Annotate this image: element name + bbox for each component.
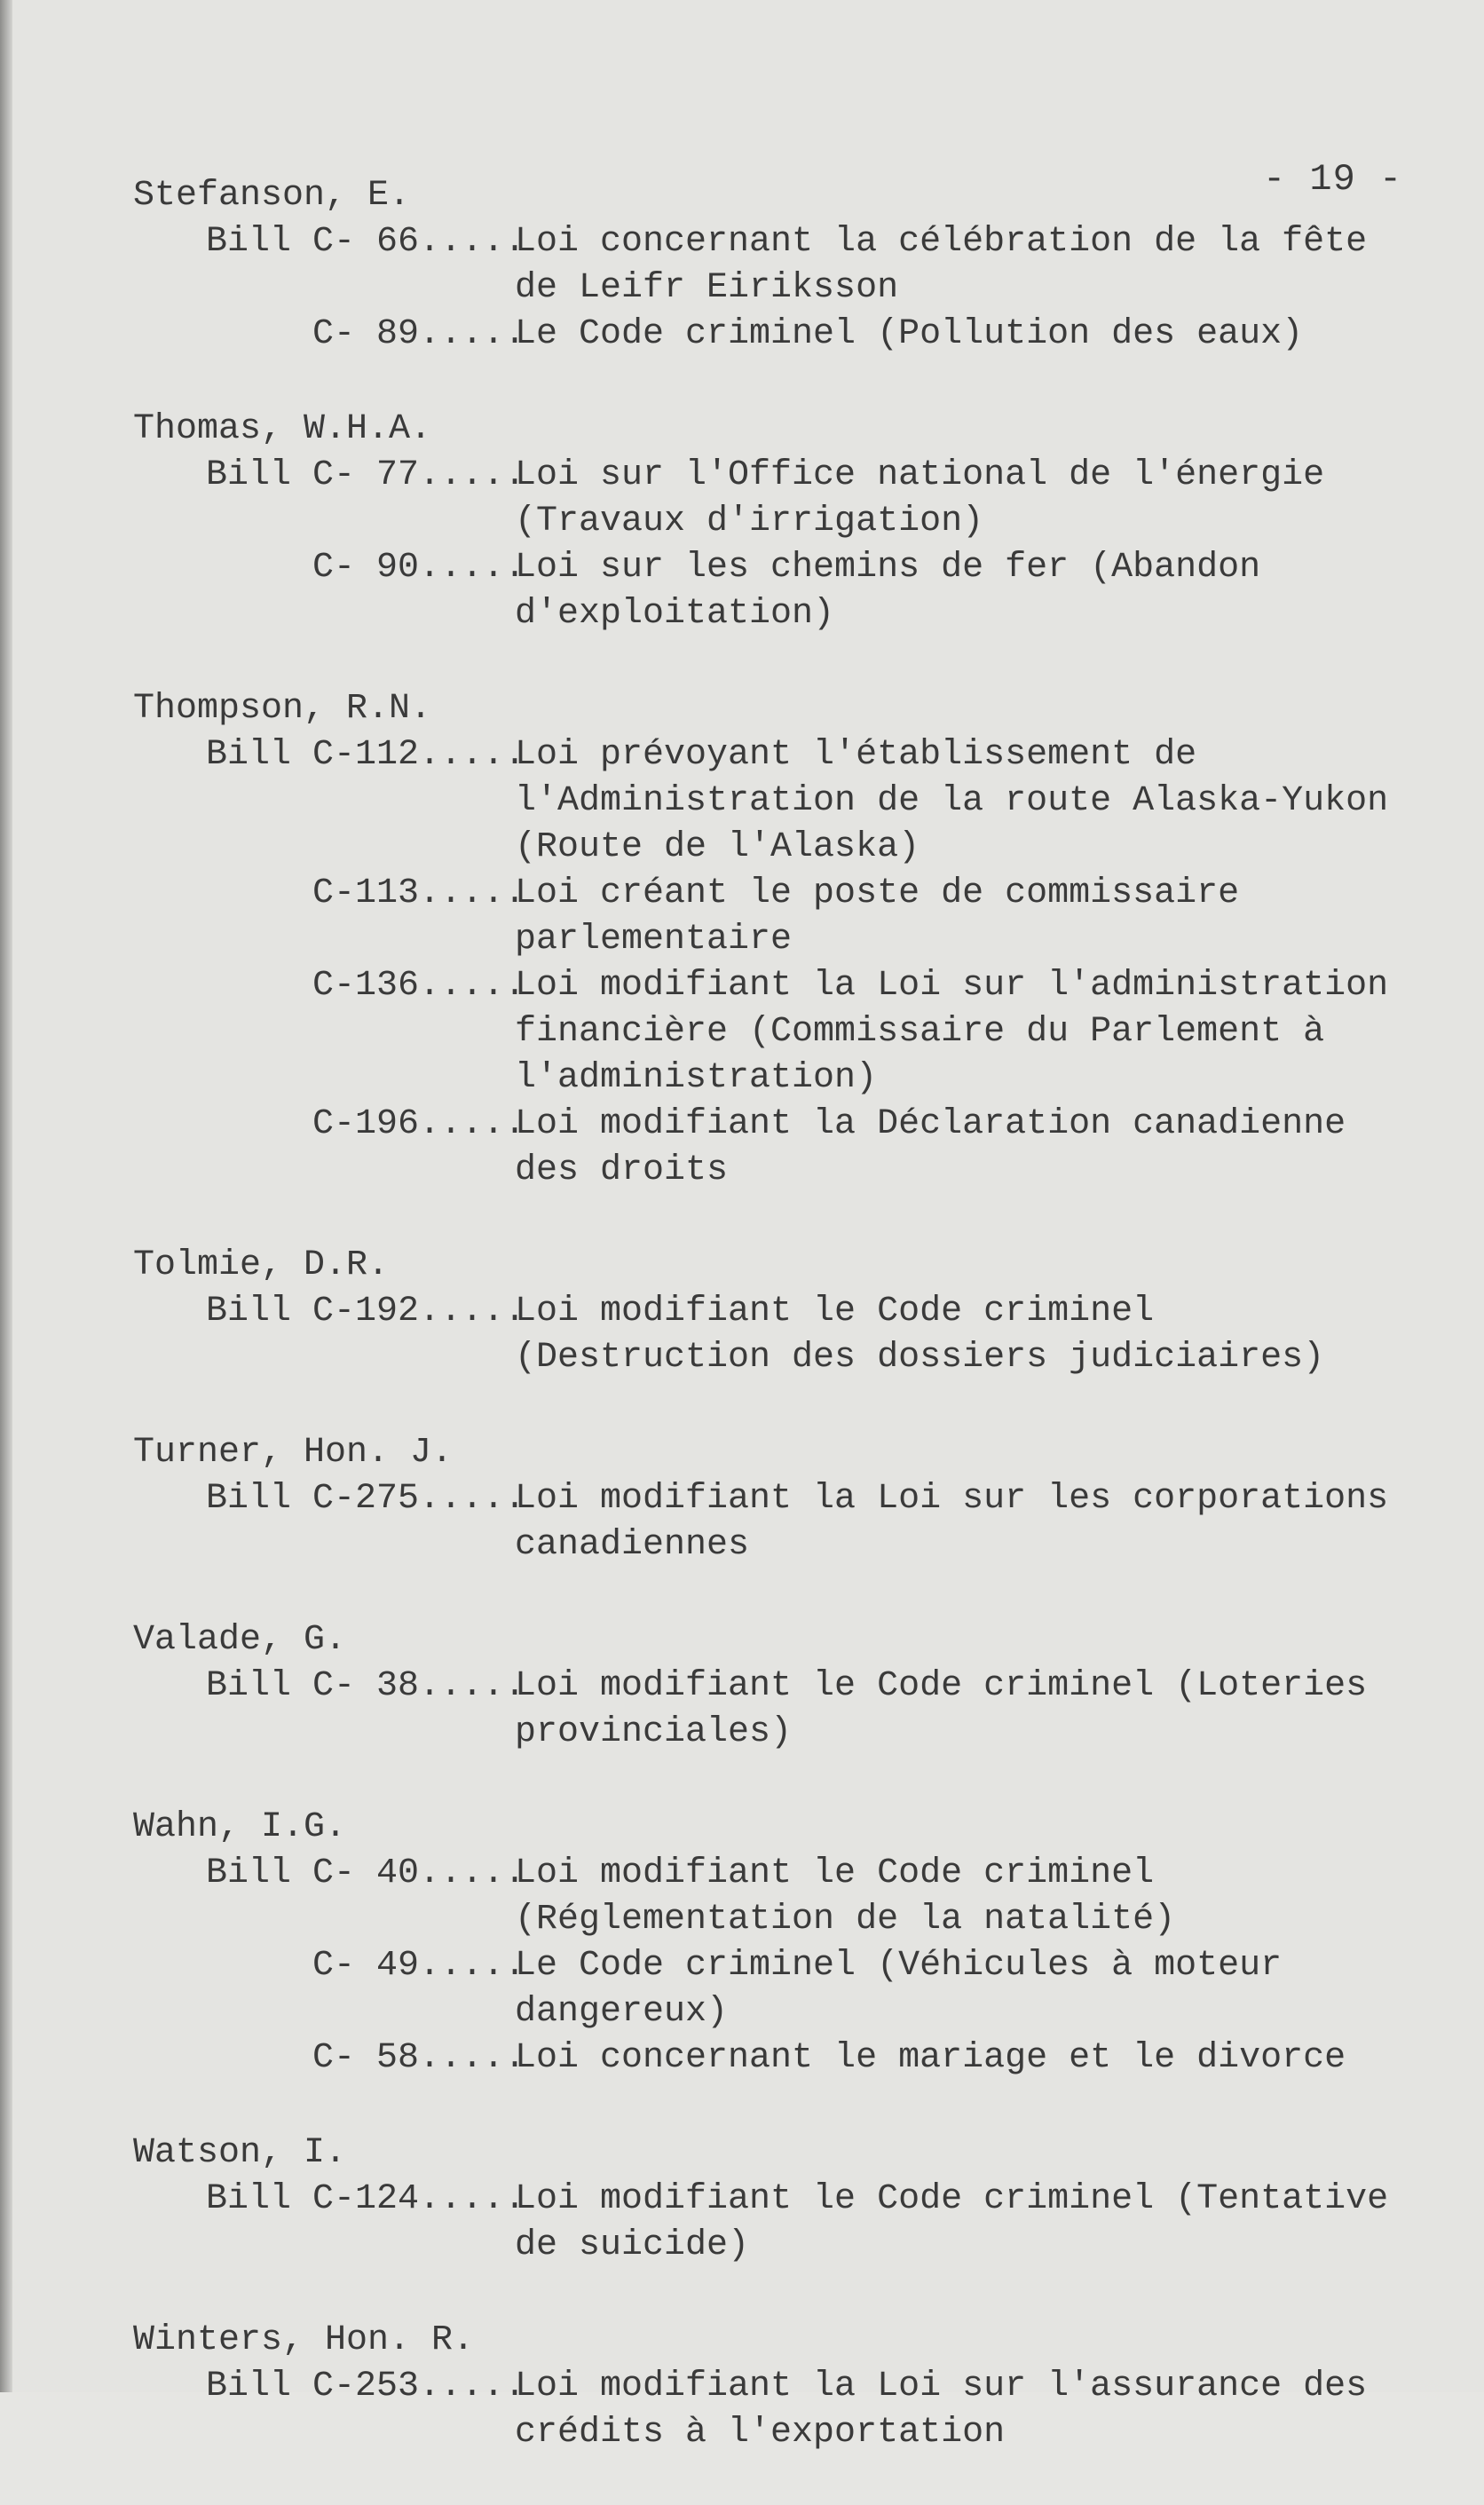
leader-dots: ..... [419, 455, 526, 495]
member-entry [133, 2318, 1464, 2456]
bill-row [133, 219, 1464, 312]
bill-row [133, 453, 1464, 545]
bill-row [133, 963, 1464, 1102]
bill-title: Loi sur l'Office national de l'énergie (Travaux d'irrigation) [515, 455, 1346, 541]
bill-number: C- 90 [312, 548, 419, 588]
bill-title: Le Code criminel (Pollution des eaux) [515, 314, 1304, 354]
leader-dots: ..... [419, 2038, 526, 2078]
member-name: Thompson, R.N. [133, 689, 432, 729]
bill-title: Loi créant le poste de commissaire parlementaire [515, 873, 1261, 960]
member-entry [133, 1243, 1464, 1381]
bill-number: Bill C-192 [205, 1292, 419, 1332]
member-name: Stefanson, E. [133, 176, 411, 216]
bill-title: Loi modifiant la Déclaration canadienne des droits [515, 1104, 1368, 1190]
member-name: Winters, Hon. R. [133, 2320, 475, 2360]
bill-row [133, 1663, 1464, 1756]
bill-number: Bill C-112 [205, 735, 419, 775]
leader-dots: ..... [419, 2367, 526, 2406]
bill-row [133, 1289, 1464, 1381]
bill-title: Loi prévoyant l'établissement de l'Administration de la route Alaska-Yukon (Route de l'Alaska) [515, 735, 1410, 867]
leader-dots: ..... [419, 2179, 526, 2219]
leader-dots: ..... [419, 222, 526, 262]
bill-row [133, 871, 1464, 963]
bill-row [133, 1943, 1464, 2035]
leader-dots: ..... [419, 1292, 526, 1332]
leader-dots: ..... [419, 548, 526, 588]
member-entry [133, 407, 1464, 637]
bill-title: Loi modifiant le Code criminel (Destruction des dossiers judiciaires) [515, 1292, 1325, 1378]
bill-number: Bill C- 66 [205, 222, 419, 262]
bill-row [133, 1476, 1464, 1569]
bill-list [133, 173, 1464, 2505]
member-name: Tolmie, D.R. [133, 1245, 390, 1285]
bill-title: Loi modifiant le Code criminel (Réglementation de la natalité) [515, 1853, 1176, 1940]
bill-row [133, 545, 1464, 637]
bill-title: Loi concernant le mariage et le divorce [515, 2038, 1346, 2078]
bill-title: Loi modifiant le Code criminel (Tentative de suicide) [515, 2179, 1410, 2265]
member-name: Thomas, W.H.A. [133, 409, 432, 449]
bill-number: Bill C-275 [205, 1479, 419, 1519]
bill-number: C-196 [312, 1104, 419, 1144]
bill-row [133, 2035, 1464, 2082]
bill-row [133, 2177, 1464, 2269]
bill-number: C- 49 [312, 1946, 419, 1986]
bill-title: Loi modifiant la Loi sur l'administration financière (Commissaire du Parlement à l'administration) [515, 966, 1410, 1098]
leader-dots: ..... [419, 1853, 526, 1893]
bill-title: Loi sur les chemins de fer (Abandon d'exploitation) [515, 548, 1283, 634]
leader-dots: ..... [419, 1479, 526, 1519]
bill-number: Bill C-253 [205, 2367, 419, 2406]
member-entry [133, 2130, 1464, 2269]
member-entry [133, 686, 1464, 1194]
bill-number: C-113 [312, 873, 419, 913]
member-name: Wahn, I.G. [133, 1807, 347, 1847]
member-name: Watson, I. [133, 2133, 347, 2173]
member-entry [133, 173, 1464, 358]
bill-row [133, 2364, 1464, 2456]
leader-dots: ..... [419, 1666, 526, 1706]
bill-number: Bill C- 77 [205, 455, 419, 495]
leader-dots: ..... [419, 735, 526, 775]
bill-row [133, 312, 1464, 358]
bill-row [133, 1851, 1464, 1943]
bill-number: C- 89 [312, 314, 419, 354]
page-edge-shadow [0, 0, 12, 2392]
leader-dots: ..... [419, 1104, 526, 1144]
bill-row [133, 1102, 1464, 1194]
bill-title: Loi modifiant la Loi sur l'assurance des crédits à l'exportation [515, 2367, 1389, 2453]
leader-dots: ..... [419, 966, 526, 1006]
member-entry [133, 1805, 1464, 2082]
bill-row [133, 732, 1464, 871]
bill-title: Loi modifiant la Loi sur les corporations canadiennes [515, 1479, 1410, 1565]
bill-title: Loi modifiant le Code criminel (Loteries provinciales) [515, 1666, 1389, 1752]
bill-number: C- 58 [312, 2038, 419, 2078]
bill-number: Bill C- 38 [205, 1666, 419, 1706]
bill-title: Le Code criminel (Véhicules à moteur dangereux) [515, 1946, 1304, 2032]
bill-title: Loi concernant la célébration de la fête de Leifr Eiriksson [515, 222, 1389, 308]
member-name: Valade, G. [133, 1620, 347, 1660]
member-name: Turner, Hon. J. [133, 1433, 454, 1473]
leader-dots: ..... [419, 873, 526, 913]
page-number: - 19 - [1263, 158, 1403, 201]
bill-number: Bill C-124 [205, 2179, 419, 2219]
leader-dots: ..... [419, 314, 526, 354]
bill-number: C-136 [312, 966, 419, 1006]
bill-number: Bill C- 40 [205, 1853, 419, 1893]
leader-dots: ..... [419, 1946, 526, 1986]
member-entry [133, 1430, 1464, 1569]
member-entry [133, 1617, 1464, 1756]
